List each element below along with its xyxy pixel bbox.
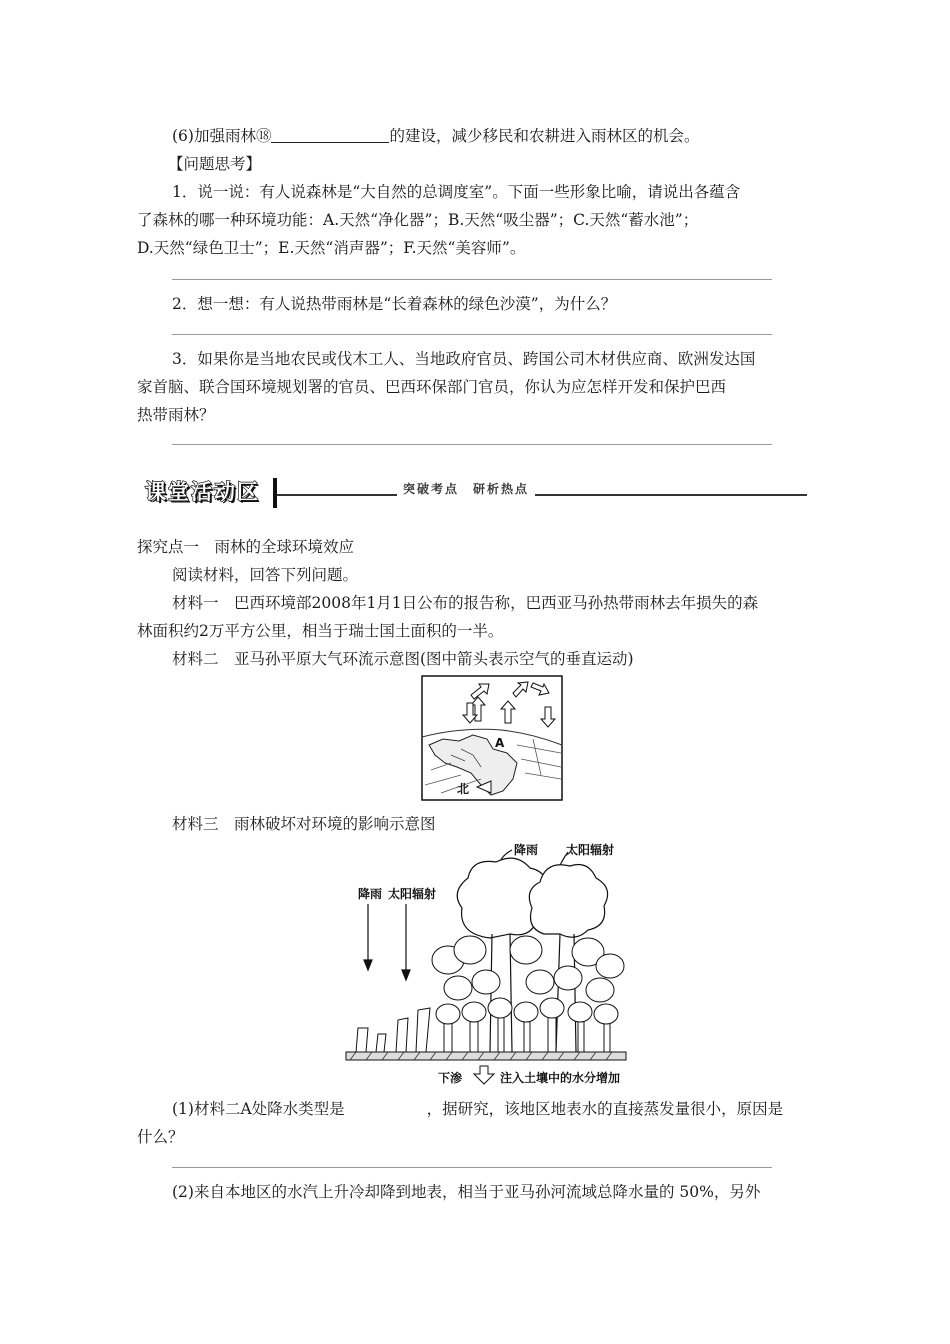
label-sun-left: 太阳辐射 [388, 887, 437, 901]
material-1-line-a: 材料一 巴西环境部2008年1月1日公布的报告称，巴西亚马孙热带雨林去年损失的森 [172, 594, 759, 612]
question-1-line-b: 了森林的哪一种环境功能：A.天然“净化器”；B.天然“吸尘器”；C.天然“蓄水池”； [137, 211, 699, 229]
question-p1-prefix: (1)材料二A处降水类型是 [172, 1100, 345, 1118]
label-rain-left: 降雨 [358, 887, 383, 901]
amazon-circulation-figure [421, 675, 563, 801]
label-north: 北 [457, 782, 470, 796]
answer-line-q3[interactable] [172, 444, 772, 445]
line-6-prefix: (6)加强雨林⑱ [172, 127, 272, 145]
question-3-line-c: 热带雨林？ [137, 406, 215, 424]
label-soil-water: 注入土壤中的水分增加 [500, 1071, 621, 1085]
question-2: 2．想一想：有人说热带雨林是“长着森林的绿色沙漠”，为什么？ [172, 295, 617, 313]
label-seep: 下渗 [438, 1071, 463, 1085]
fill-in-line-6 [172, 124, 699, 146]
question-p1-suffix: ，据研究，该地区地表水的直接蒸发量很小，原因是 [426, 1100, 784, 1118]
question-3-line-a: 3．如果你是当地农民或伐木工人、当地政府官员、跨国公司木材供应商、欧洲发达国 [172, 350, 756, 368]
reading-instruction: 阅读材料，回答下列问题。 [172, 566, 359, 584]
question-p2: (2)来自本地区的水汽上升冷却降到地表，相当于亚马孙河流域总降水量的 50%，另外 [172, 1183, 761, 1201]
question-1-line-a: 1．说一说：有人说森林是“大自然的总调度室”。下面一些形象比喻，请说出各蕴含 [172, 183, 741, 201]
material-1-line-b: 林面积约2万平方公里，相当于瑞士国土面积的一半。 [137, 622, 504, 640]
section-banner-subtitle: 突破考点 研析热点 [397, 480, 535, 497]
label-sun-right: 太阳辐射 [566, 843, 615, 857]
answer-line-p1[interactable] [172, 1167, 772, 1168]
label-rain-right: 降雨 [514, 843, 539, 857]
problem-heading: 【问题思考】 [168, 155, 262, 173]
rainforest-impact-figure [340, 838, 630, 1090]
answer-line-q1[interactable] [172, 279, 772, 280]
answer-line-q2[interactable] [172, 334, 772, 335]
material-2-caption: 材料二 亚马孙平原大气环流示意图(图中箭头表示空气的垂直运动) [172, 650, 634, 668]
section-banner [137, 474, 807, 514]
section-banner-title: 课堂活动区 [145, 480, 260, 504]
question-p1-line-b: 什么？ [137, 1128, 184, 1146]
question-3-line-b: 家首脑、联合国环境规划署的官员、巴西环保部门官员，你认为应怎样开发和保护巴西 [137, 378, 727, 396]
question-p1-line-a [172, 1097, 783, 1119]
answer-blank-18[interactable] [271, 128, 389, 143]
material-3-caption: 材料三 雨林破坏对环境的影响示意图 [172, 815, 436, 833]
banner-divider-bar [273, 478, 277, 508]
banner-rule [277, 494, 807, 496]
question-1-line-c: D.天然“绿色卫士”；E.天然“消声器”；F.天然“美容师”。 [137, 239, 526, 257]
explore-point-title: 探究点一 雨林的全球环境效应 [137, 538, 355, 556]
label-a: A [495, 736, 505, 750]
line-6-suffix: 的建设，减少移民和农耕进入雨林区的机会。 [389, 127, 700, 145]
